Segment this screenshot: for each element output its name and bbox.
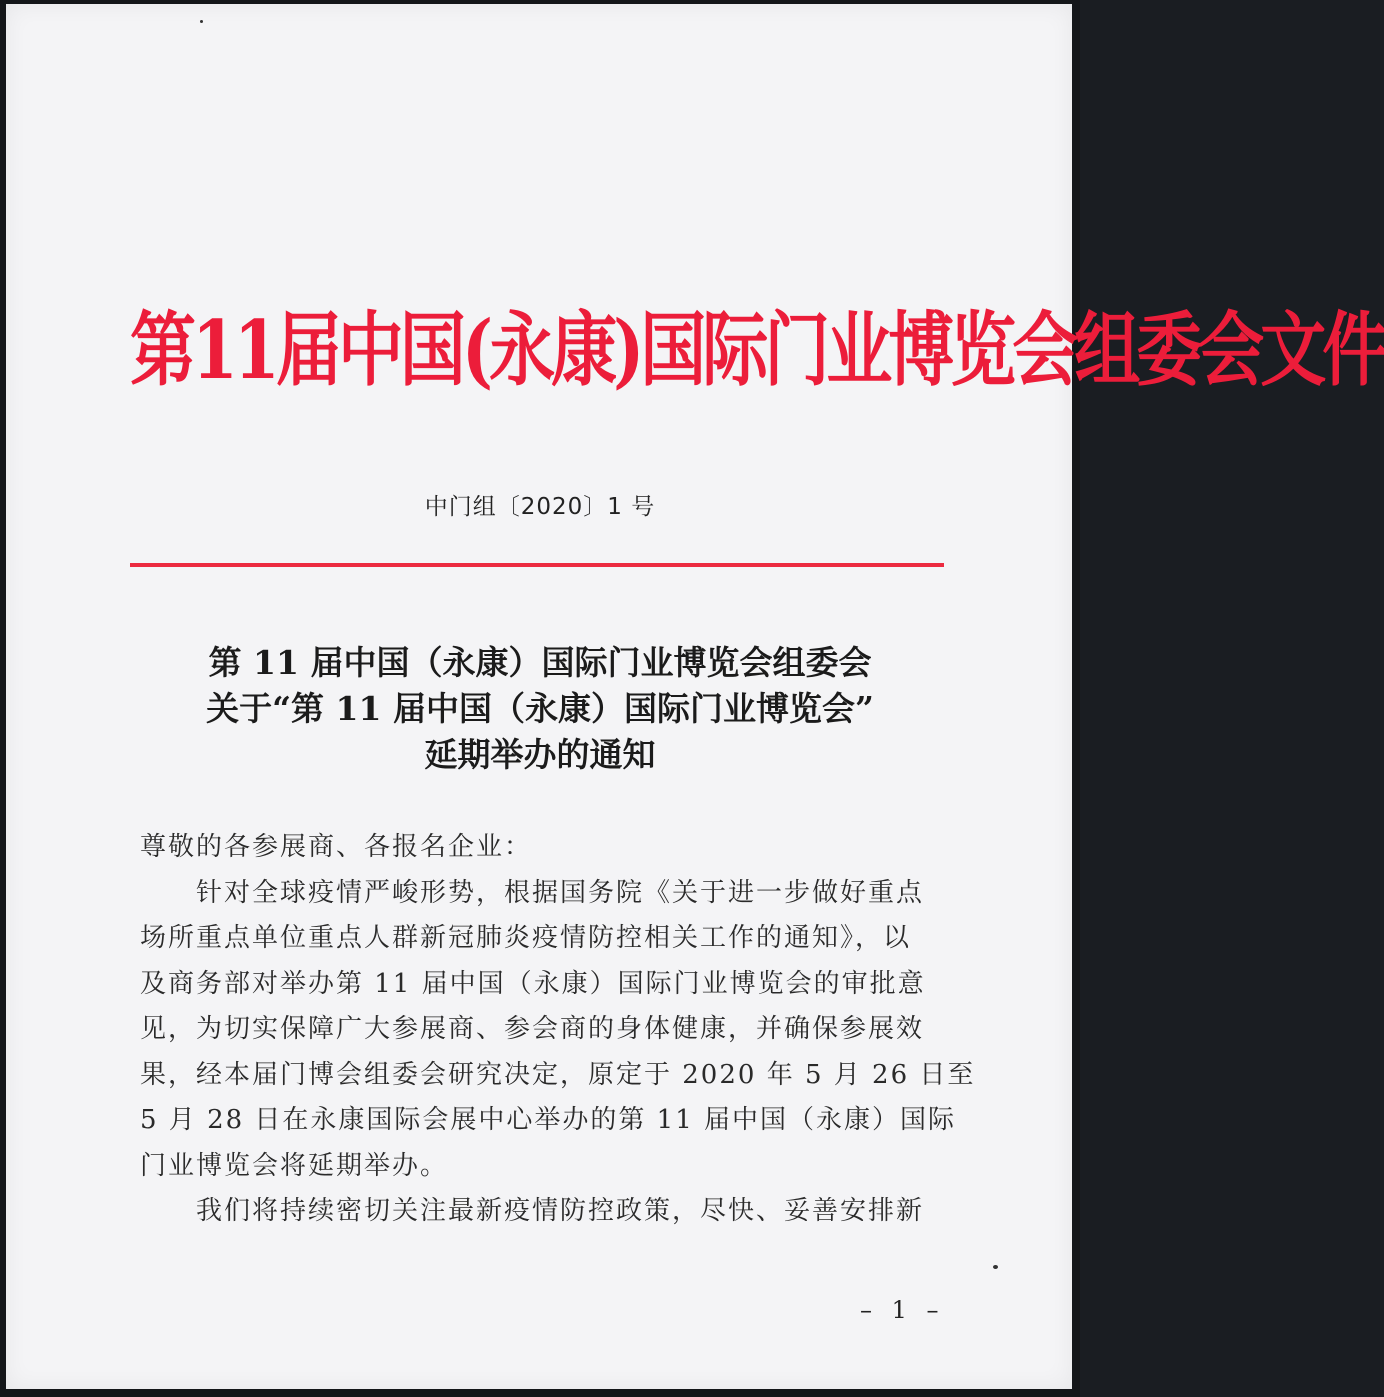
salutation: 尊敬的各参展商、各报名企业： bbox=[140, 832, 533, 862]
red-header-title: 第11届中国(永康)国际门业博览会组委会文件 bbox=[130, 302, 1384, 398]
body-line: 我们将持续密切关注最新疫情防控政策，尽快、妥善安排新 bbox=[196, 1196, 925, 1226]
document-number: 中门组〔2020〕1 号 bbox=[424, 494, 656, 520]
body-line: 针对全球疫情严峻形势，根据国务院《关于进一步做好重点 bbox=[196, 877, 925, 908]
body-line: 场所重点单位重点人群新冠肺炎疫情防控相关工作的通知》，以 bbox=[140, 923, 912, 953]
body-line: 及商务部对举办第 11 届中国（永康）国际门业博览会的审批意 bbox=[140, 968, 926, 999]
scan-speck bbox=[200, 20, 203, 23]
body-line: 见，为切实保障广大参展商、参会商的身体健康，并确保参展效 bbox=[140, 1014, 925, 1044]
notice-title-line: 关于“第 11 届中国（永康）国际门业博览会” bbox=[206, 689, 874, 728]
red-divider-line bbox=[130, 563, 944, 567]
body-line: 门业博览会将延期举办。 bbox=[140, 1150, 449, 1181]
body-line: 果，经本届门博会组委会研究决定，原定于 2020 年 5 月 26 日至 bbox=[140, 1059, 976, 1090]
notice-title-line: 第 11 届中国（永康）国际门业博览会组委会 bbox=[208, 643, 872, 682]
notice-body bbox=[140, 825, 976, 1235]
page-number: – 1 – bbox=[860, 1296, 945, 1324]
notice-title-line: 延期举办的通知 bbox=[424, 735, 656, 774]
body-line: 5 月 28 日在永康国际会展中心举办的第 11 届中国（永康）国际 bbox=[140, 1105, 957, 1135]
notice-title bbox=[100, 640, 980, 778]
scan-speck bbox=[993, 1265, 998, 1269]
